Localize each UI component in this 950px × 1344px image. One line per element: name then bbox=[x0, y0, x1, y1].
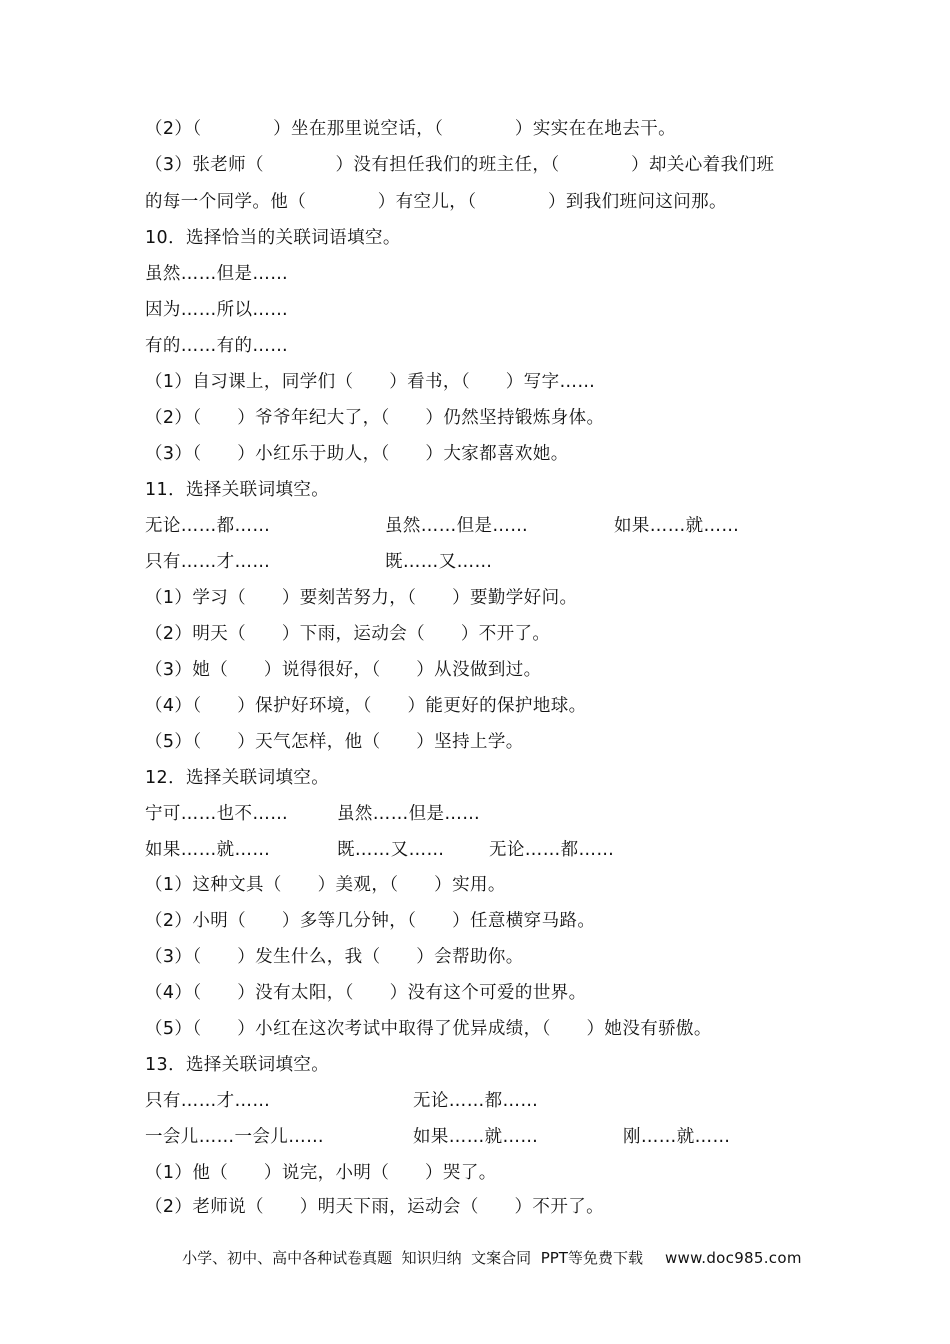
q11-option: 无论……都…… bbox=[145, 516, 271, 536]
q11-item-3: （3）她（ ）说得很好，（ ）从没做到过。 bbox=[145, 660, 542, 680]
q10-item-1: （1）自习课上，同学们（ ）看书，（ ）写字…… bbox=[145, 372, 596, 392]
q13-option: 无论……都…… bbox=[413, 1091, 539, 1111]
q10-option-3: 有的……有的…… bbox=[145, 336, 289, 356]
q12-option: 无论……都…… bbox=[489, 840, 615, 860]
page-footer bbox=[163, 1225, 802, 1291]
q12-item-4: （4）（ ）没有太阳，（ ）没有这个可爱的世界。 bbox=[145, 983, 587, 1003]
q12-option: 宁可……也不…… bbox=[145, 804, 289, 824]
q10-item-2: （2）（ ）爷爷年纪大了，（ ）仍然坚持锻炼身体。 bbox=[145, 408, 605, 428]
q12-item-3: （3）（ ）发生什么，我（ ）会帮助你。 bbox=[145, 947, 524, 967]
q12-item-1: （1）这种文具（ ）美观，（ ）实用。 bbox=[145, 875, 506, 895]
q10-title: 10．选择恰当的关联词语填空。 bbox=[145, 228, 401, 248]
q9-item-2: （2）（ ）坐在那里说空话，（ ）实实在在地去干。 bbox=[145, 119, 677, 139]
q13-item-2: （2）老师说（ ）明天下雨，运动会（ ）不开了。 bbox=[145, 1197, 605, 1217]
q12-option: 既……又…… bbox=[337, 840, 445, 860]
q12-option: 如果……就…… bbox=[145, 840, 271, 860]
footer-text: 小学、初中、高中各种试卷真题 知识归纳 文案合同 PPT等免费下载 bbox=[182, 1249, 643, 1267]
q12-title: 12．选择关联词填空。 bbox=[145, 768, 330, 788]
q9-item-3-cont: 的每一个同学。他（ ）有空儿，（ ）到我们班问这问那。 bbox=[145, 192, 727, 212]
q11-item-2: （2）明天（ ）下雨，运动会（ ）不开了。 bbox=[145, 624, 551, 644]
q11-title: 11．选择关联词填空。 bbox=[145, 480, 330, 500]
q11-item-4: （4）（ ）保护好环境，（ ）能更好的保护地球。 bbox=[145, 696, 587, 716]
q10-item-3: （3）（ ）小红乐于助人，（ ）大家都喜欢她。 bbox=[145, 444, 569, 464]
q13-option: 一会儿……一会儿…… bbox=[145, 1127, 324, 1147]
q10-option-2: 因为……所以…… bbox=[145, 300, 289, 320]
q13-item-1: （1）他（ ）说完，小明（ ）哭了。 bbox=[145, 1163, 497, 1183]
q12-option: 虽然……但是…… bbox=[337, 804, 481, 824]
q12-item-2: （2）小明（ ）多等几分钟，（ ）任意横穿马路。 bbox=[145, 911, 596, 931]
q13-title: 13．选择关联词填空。 bbox=[145, 1055, 330, 1075]
q13-option: 只有……才…… bbox=[145, 1091, 271, 1111]
q13-option: 刚……就…… bbox=[623, 1127, 731, 1147]
q10-option-1: 虽然……但是…… bbox=[145, 264, 289, 284]
q11-option: 既……又…… bbox=[385, 552, 493, 572]
q12-item-5: （5）（ ）小红在这次考试中取得了优异成绩，（ ）她没有骄傲。 bbox=[145, 1019, 712, 1039]
footer-url[interactable]: www.doc985.com bbox=[664, 1249, 802, 1267]
q11-option: 只有……才…… bbox=[145, 552, 271, 572]
q11-option: 如果……就…… bbox=[614, 516, 740, 536]
q13-option: 如果……就…… bbox=[413, 1127, 539, 1147]
q11-item-1: （1）学习（ ）要刻苦努力，（ ）要勤学好问。 bbox=[145, 588, 578, 608]
q11-item-5: （5）（ ）天气怎样，他（ ）坚持上学。 bbox=[145, 732, 524, 752]
q11-option: 虽然……但是…… bbox=[385, 516, 529, 536]
q9-item-3: （3）张老师（ ）没有担任我们的班主任，（ ）却关心着我们班 bbox=[145, 155, 775, 175]
